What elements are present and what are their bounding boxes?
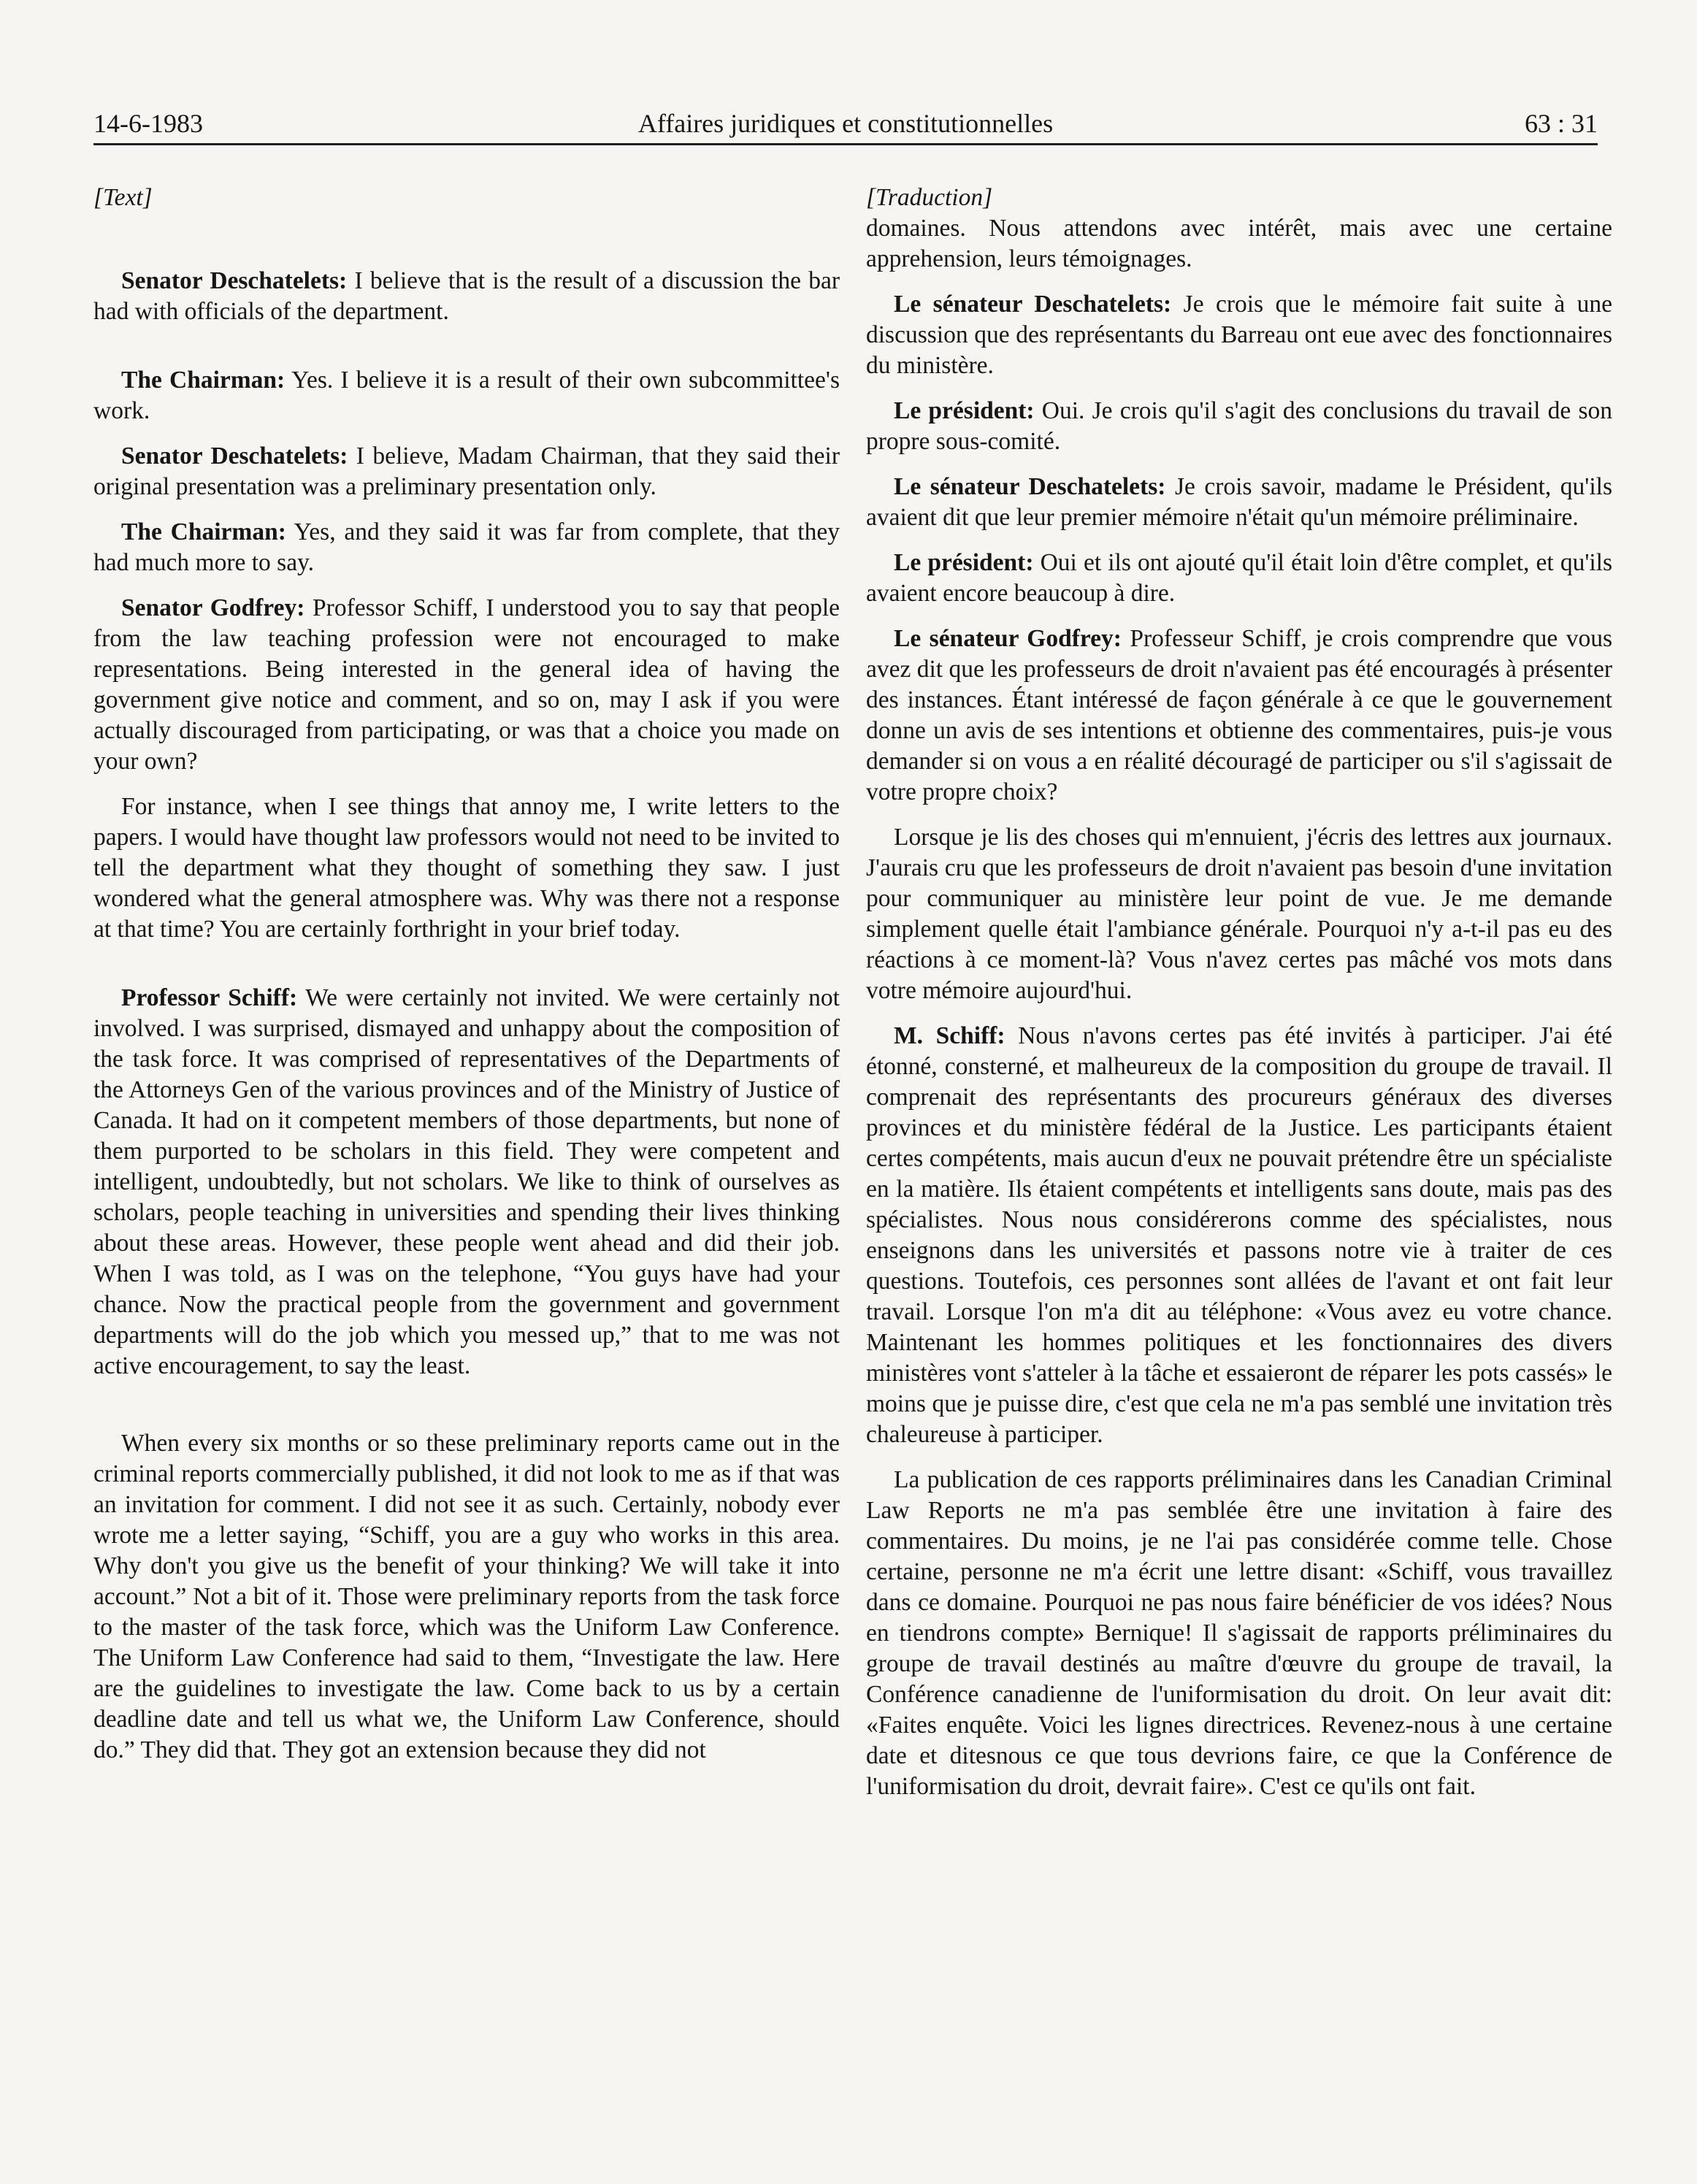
paragraph xyxy=(93,1428,840,1766)
paragraph-text: Lorsque je lis des choses qui m'ennuient, j'écris des lettres aux journaux. J'aurais cru que les professeurs de droit n'avaient pas besoin d'une invitation pour communiquer au ministère leur point de vue. Je me demande simplement quelle était l'ambiance générale. Pourquoi n'y a-t-il pas eu des réactions à ce moment-là? Vous n'avez certes pas mâché vos mots dans votre mémoire aujourd'hui. xyxy=(866,824,1612,1004)
speaker-name: Le président: xyxy=(894,397,1035,424)
paragraph xyxy=(866,213,1612,275)
paragraph xyxy=(866,624,1612,808)
paragraph xyxy=(93,365,840,426)
english-column xyxy=(93,183,840,2066)
paragraph xyxy=(93,983,840,1382)
speaker-name: The Chairman: xyxy=(121,367,286,394)
paragraph xyxy=(866,1021,1612,1450)
text-tag: [Text] xyxy=(93,184,153,211)
paragraph-text: domaines. Nous attendons avec intérêt, mais avec une certaine apprehension, leurs témoignages. xyxy=(866,215,1612,272)
paragraph xyxy=(93,266,840,327)
paragraph xyxy=(866,289,1612,381)
paragraph-text: Professeur Schiff, je crois comprendre que vous avez dit que les professeurs de droit n'avaient pas été encouragés à présenter des instances. Étant intéressé de façon générale à ce que le gouvernement donne un avis de ses intentions et obtienne des commentaires, puis-je vous demander si on vous a en réalité découragé de participer ou s'il s'agissait de votre propre choix? xyxy=(866,625,1612,805)
paragraph xyxy=(866,472,1612,533)
paragraph-text: We were certainly not invited. We were certainly not involved. I was surprised, dismayed and unhappy about the composition of the task force. It was comprised of representatives of the Departments of the Attorneys Gen of the various provinces and of the Ministry of Justice of Canada. It had on it competent members of those departments, but none of them purported to be scholars in this field. They were competent and intelligent, undoubtedly, but not scholars. We like to think of ourselves as scholars, people teaching in universities and spending their lives thinking about these areas. However, these people went ahead and did their job. When I was told, as I was on the telephone, “You guys have had your chance. Now the practical people from the government and government departments will do the job which you messed up,” that to me was not active encouragement, to say the least. xyxy=(93,984,840,1379)
paragraph-text: Yes, and they said it was far from complete, that they had much more to say. xyxy=(93,518,840,576)
paragraph xyxy=(866,548,1612,609)
header-page-number: 63 : 31 xyxy=(1524,109,1598,138)
paragraph-text: Oui et ils ont ajouté qu'il était loin d'être complet, et qu'ils avaient encore beaucoup à dire. xyxy=(866,549,1612,607)
paragraph-text: Oui. Je crois qu'il s'agit des conclusions du travail de son propre sous-comité. xyxy=(866,397,1612,455)
speaker-name: The Chairman: xyxy=(121,518,286,545)
paragraph xyxy=(866,822,1612,1006)
speaker-name: Senator Deschatelets: xyxy=(121,267,348,294)
speaker-name: Le sénateur Deschatelets: xyxy=(894,291,1172,318)
speaker-name: Senator Godfrey: xyxy=(121,594,305,621)
speaker-name: Professor Schiff: xyxy=(121,984,298,1011)
paragraph xyxy=(93,517,840,578)
paragraph xyxy=(93,792,840,945)
paragraph-text: Professor Schiff, I understood you to say that people from the law teaching profession were not encouraged to make representations. Being interested in the general idea of having the government give notice and comment, and so on, may I ask if you were actually discouraged from participating, or was that a choice you made on your own? xyxy=(93,594,840,775)
page-header xyxy=(93,107,1598,145)
paragraph xyxy=(866,1465,1612,1802)
speaker-name: M. Schiff: xyxy=(894,1022,1005,1049)
paragraph-text: For instance, when I see things that annoy me, I write letters to the papers. I would have thought law professors would not need to be invited to tell the department what they thought of something they saw. I just wondered what the general atmosphere was. Why was there not a response at that time? You are certainly forthright in your brief today. xyxy=(93,793,840,943)
translation-tag: [Traduction] xyxy=(866,184,993,211)
speaker-name: Le sénateur Deschatelets: xyxy=(894,473,1166,500)
paragraph xyxy=(866,396,1612,457)
paragraph-text: When every six months or so these preliminary reports came out in the criminal reports commercially published, it did not look to me as if that was an invitation for comment. I did not see it as such. Certainly, nobody ever wrote me a letter saying, “Schiff, you are a guy who works in this area. Why don't you give us the benefit of your thinking? We will take it into account.” Not a bit of it. Those were preliminary reports from the task force to the master of the task force, which was the Uniform Law Conference. The Uniform Law Conference had said to them, “Investigate the law. Here are the guidelines to investigate the law. Come back to us by a certain deadline date and tell us what we, the Uniform Law Conference, should do.” They did that. They got an extension because they did not xyxy=(93,1430,840,1763)
french-column xyxy=(866,183,1612,2066)
paragraph-text: I believe that is the result of a discussion the bar had with officials of the department. xyxy=(93,267,840,325)
paragraph-text: I believe, Madam Chairman, that they said their original presentation was a preliminary presentation only. xyxy=(93,442,840,500)
speaker-name: Le sénateur Godfrey: xyxy=(894,625,1122,652)
paragraph-text: Nous n'avons certes pas été invités à participer. J'ai été étonné, consterné, et malheureux de la composition du groupe de travail. Il comprenait des représentants des procureurs généraux des diverses provinces et du ministère fédéral de la Justice. Les participants étaient certes compétents, mais aucun d'eux ne pouvait prétendre être un spécialiste en la matière. Ils étaient compétents et intelligents sans doute, mais pas des spécialistes. Nous nous considérerons comme des spécialistes, nous enseignons dans les universités et passons notre vie à traiter de ces questions. Toutefois, ces personnes sont allées de l'avant et ont fait leur travail. Lorsque l'on m'a dit au téléphone: «Vous avez eu votre chance. Maintenant les hommes politiques et les fonctionnaires des divers ministères vont s'atteler à la tâche et essaieront de réparer les pots cassés» le moins que je puisse dire, c'est que cela ne m'a pas semblé une invitation très chaleureuse à participer. xyxy=(866,1022,1612,1448)
paragraph-text: Yes. I believe it is a result of their own subcommittee's work. xyxy=(93,367,840,424)
header-date: 14-6-1983 xyxy=(93,109,203,138)
paragraph-text: Je crois savoir, madame le Président, qu'ils avaient dit que leur premier mémoire n'était qu'un mémoire préliminaire. xyxy=(866,473,1612,531)
paragraph-text: Je crois que le mémoire fait suite à une discussion que des représentants du Barreau ont eue avec des fonctionnaires du ministère. xyxy=(866,291,1612,379)
header-title: Affaires juridiques et constitutionnelles xyxy=(637,109,1054,138)
paragraph-text: La publication de ces rapports préliminaires dans les Canadian Criminal Law Reports ne m'a pas semblée être une invitation à faire des commentaires. Du moins, je ne l'ai pas considérée comme telle. Chose certaine, personne ne m'a écrit une lettre disant: «Schiff, vous travaillez dans ce domaine. Pourquoi ne pas nous faire bénéficier de vos idées? Nous en tiendrons compte» Bernique! Il s'agissait de rapports préliminaires du groupe de travail destinés au maître d'œuvre du groupe de travail, la Conférence canadienne de l'uniformisation du droit. On leur avait dit: «Faites enquête. Voici les lignes directrices. Revenez-nous à une certaine date et ditesnous ce que tous devrions faire, ce que la Conférence de l'uniformisation du droit, devrait faire». C'est ce qu'ils ont fait. xyxy=(866,1466,1612,1800)
paragraph xyxy=(93,441,840,502)
paragraph xyxy=(93,593,840,777)
speaker-name: Senator Deschatelets: xyxy=(121,442,348,470)
speaker-name: Le président: xyxy=(894,549,1034,576)
